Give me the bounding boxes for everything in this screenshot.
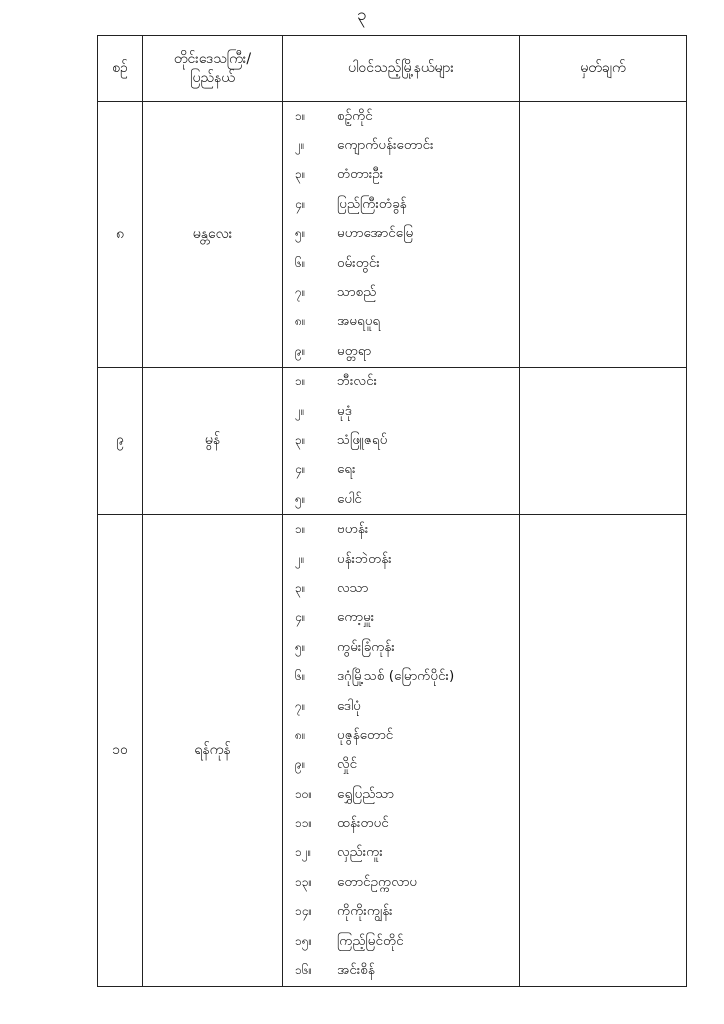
township-number: ၇။ [295, 285, 306, 300]
list-item [283, 662, 519, 691]
table-body [98, 102, 687, 987]
list-item [283, 102, 519, 131]
township-name: တံတားဦး [337, 166, 384, 183]
header-serial: စဉ် [98, 36, 143, 102]
township-number: ၇။ [295, 698, 306, 713]
township-name: လှိုင် [337, 756, 358, 773]
township-name: လသာ [337, 579, 369, 596]
township-name: ကော့မှူး [337, 609, 375, 626]
township-name: ထန်းတပင် [337, 815, 389, 832]
township-name: သာစည် [337, 284, 377, 301]
township-name: လှည်းကူး [337, 844, 383, 861]
township-name: သံဖြူဇရပ် [337, 431, 388, 448]
township-name: ပေါင် [337, 490, 362, 507]
township-name: ကြည့်မြင်တိုင် [337, 932, 404, 949]
list-item [283, 956, 519, 985]
list-item [283, 809, 519, 838]
township-name: ရွှေပြည်သာ [337, 785, 394, 802]
remarks-cell [520, 515, 687, 986]
township-number: ၁၆။ [295, 963, 313, 978]
table-row [98, 102, 687, 368]
region-name: ရန်ကုန် [143, 515, 283, 986]
list-item [283, 545, 519, 574]
township-number: ၁။ [295, 108, 306, 123]
township-name: ဒေါပုံ [337, 697, 361, 714]
township-number: ၃။ [295, 167, 306, 182]
header-remarks: မှတ်ချက် [520, 36, 687, 102]
township-number: ၄။ [295, 462, 306, 477]
list-item [283, 633, 519, 662]
header-region [143, 36, 283, 102]
table-row [98, 515, 687, 986]
township-name: ရေး [337, 461, 356, 478]
list-item [283, 868, 519, 897]
list-item [283, 308, 519, 337]
list-item [283, 751, 519, 780]
township-name: ဒဂုံမြို့သစ် (မြောက်ပိုင်း) [337, 668, 455, 685]
township-name: ပန်းဘဲတန်း [337, 550, 392, 567]
list-item [283, 337, 519, 366]
township-number: ၉။ [295, 343, 306, 358]
township-number: ၅။ [295, 226, 306, 241]
township-number: ၁၃။ [295, 874, 313, 889]
list-item [283, 780, 519, 809]
township-number: ၃။ [295, 432, 306, 447]
township-name: ဗဟန်း [337, 521, 369, 538]
list-item [283, 161, 519, 190]
list-item [283, 249, 519, 278]
serial-number: ၈ [98, 102, 143, 368]
list-item [283, 190, 519, 219]
region-name: မွန် [143, 367, 283, 515]
township-name: ပုဇွန်တောင် [337, 726, 394, 743]
township-table [97, 35, 687, 987]
serial-number: ၉ [98, 367, 143, 515]
list-item [283, 839, 519, 868]
list-item [283, 368, 519, 397]
township-number: ၃။ [295, 580, 306, 595]
township-number: ၁၀။ [295, 786, 313, 801]
township-number: ၅။ [295, 491, 306, 506]
region-name: မန္တလေး [143, 102, 283, 368]
township-name: အင်းစိန် [337, 962, 375, 979]
list-item [283, 485, 519, 514]
township-name: ဘီးလင်း [337, 373, 377, 390]
township-number: ၁၂။ [295, 845, 312, 860]
township-name: အမရပူရ [337, 313, 381, 330]
list-item [283, 574, 519, 603]
list-item [283, 721, 519, 750]
list-item [283, 927, 519, 956]
list-item [283, 515, 519, 544]
township-number: ၆။ [295, 255, 306, 270]
township-list [283, 367, 520, 515]
township-name: ပြည်ကြီးတံခွန် [337, 195, 407, 212]
township-list [283, 102, 520, 368]
list-item [283, 426, 519, 455]
remarks-cell [520, 367, 687, 515]
township-name: ကွမ်းခြံကုန်း [337, 638, 395, 655]
header-region-line1: တိုင်းဒေသကြီး/ [173, 50, 252, 67]
township-number: ၅။ [295, 639, 306, 654]
township-number: ၂။ [295, 403, 305, 418]
township-list [283, 515, 520, 986]
township-number: ၁။ [295, 522, 306, 537]
township-number: ၆။ [295, 669, 306, 684]
list-item [283, 692, 519, 721]
township-number: ၁။ [295, 374, 306, 389]
list-item [283, 397, 519, 426]
township-number: ၂။ [295, 551, 305, 566]
page-number: ၃ [357, 5, 367, 25]
township-name: မဟာအောင်မြေ [337, 225, 414, 242]
list-item [283, 604, 519, 633]
list-item [283, 898, 519, 927]
list-item [283, 131, 519, 160]
township-name: ကျောက်ပန်းတောင်း [337, 137, 434, 154]
serial-number: ၁၀ [98, 515, 143, 986]
township-number: ၄။ [295, 610, 306, 625]
remarks-cell [520, 102, 687, 368]
township-name: မတ္တရာ [337, 342, 372, 359]
header-townships: ပါဝင်သည့်မြို့နယ်များ [283, 36, 520, 102]
list-item [283, 278, 519, 307]
township-name: ဝမ်းတွင်း [337, 254, 380, 271]
header-region-line2: ပြည်နယ် [190, 69, 235, 86]
township-number: ၈။ [295, 314, 306, 329]
township-name: မုဒုံ [337, 402, 352, 419]
township-number: ၁၅။ [295, 933, 313, 948]
table-header-row [98, 36, 687, 102]
township-name: တောင်ဥက္ကလာပ [337, 873, 418, 890]
list-item [283, 220, 519, 249]
township-number: ၈။ [295, 727, 306, 742]
table-row [98, 367, 687, 515]
township-number: ၄။ [295, 196, 306, 211]
list-item [283, 456, 519, 485]
township-number: ၁၁။ [295, 816, 313, 831]
township-number: ၁၄။ [295, 904, 313, 919]
township-number: ၂။ [295, 138, 305, 153]
township-number: ၉။ [295, 757, 306, 772]
township-name: စဉ့်ကိုင် [337, 107, 373, 124]
township-name: ကိုကိုးကျွန်း [337, 903, 393, 920]
